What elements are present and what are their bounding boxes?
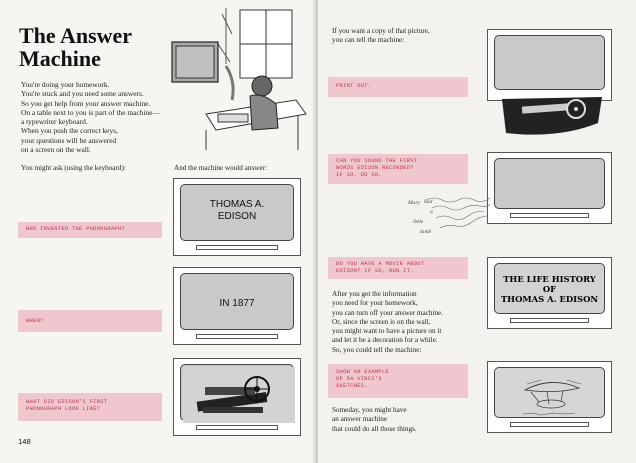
page-number: 148	[18, 437, 31, 446]
question-box	[18, 222, 162, 238]
printer-slot	[196, 425, 278, 430]
question-line: WHO INVENTED THE PHONOGRAPH?	[26, 226, 125, 232]
intro-line: You're doing your homework.	[21, 80, 110, 89]
printer-slot	[196, 334, 278, 339]
movie-title-line: THE LIFE HISTORY	[503, 274, 596, 284]
command-box	[328, 364, 468, 398]
copy-paragraph	[332, 27, 430, 46]
after-line: and let it be a decoration for a while.	[332, 336, 438, 345]
after-line: you need for your homework,	[332, 299, 418, 308]
question-line: WHAT DID EDISON'S FIRST	[26, 399, 108, 405]
after-line: you can turn off your answer machine.	[332, 308, 444, 317]
command-line: OF DA VINCI'S	[336, 376, 382, 382]
command-line: SKETCHES.	[336, 383, 368, 389]
screen-display	[180, 184, 294, 241]
command-line: EDISON? IF SO, RUN IT.	[336, 268, 414, 274]
copy-line: If you want a copy of that picture,	[332, 27, 430, 35]
command-box	[328, 154, 468, 184]
sound-word: little	[413, 219, 424, 225]
screen-display	[494, 367, 605, 418]
intro-line: a typewriter keyboard.	[21, 117, 88, 127]
answer-screen	[487, 29, 612, 101]
command-line: SHOW AN EXAMPLE	[336, 369, 390, 375]
intro-line: your questions will be answered	[21, 135, 117, 145]
movie-title-line: OF	[542, 284, 557, 294]
after-line: Or, since the screen is on the wall,	[332, 317, 431, 326]
command-line: PRINT OUT.	[336, 83, 372, 89]
answer-screen	[487, 257, 612, 329]
da-vinci-sketch	[497, 370, 606, 420]
closing-line: Someday, you might have	[332, 406, 407, 414]
page-title	[19, 24, 132, 70]
answer-screen	[173, 178, 301, 256]
answer-screen	[173, 358, 301, 436]
answer-text	[181, 199, 293, 223]
command-box	[328, 257, 468, 279]
copy-line: you can tell the machine:	[332, 36, 405, 45]
movie-title	[495, 274, 604, 304]
printer-slot	[510, 213, 589, 218]
after-paragraph	[332, 290, 443, 355]
closing-paragraph	[332, 406, 417, 434]
answer-line: IN 1877	[219, 298, 255, 309]
screen-display	[494, 158, 605, 209]
printer-slot	[510, 318, 589, 323]
command-line: WORDS EDISON RECORDED?	[336, 165, 414, 171]
left-page	[0, 0, 316, 463]
screen-display	[180, 273, 294, 330]
after-line: So, you could tell the machine:	[332, 345, 422, 354]
screen-display	[180, 364, 294, 421]
answer-text	[181, 298, 293, 310]
closing-line: an answer machine	[332, 415, 388, 424]
question-line: WHEN?	[26, 318, 44, 324]
intro-line: When you push the correct keys,	[21, 126, 118, 136]
printout-paper	[498, 93, 608, 141]
command-line: DO YOU HAVE A MOVIE ABOUT	[336, 261, 425, 267]
title-line-2: Machine	[19, 46, 101, 71]
intro-line: On a table next to you is part of the machine—	[21, 107, 160, 117]
screen-display	[494, 35, 605, 90]
question-line: PHONOGRAPH LOOK LIKE?	[26, 406, 101, 412]
closing-line: that could do all those things.	[332, 424, 417, 433]
ask-label: You might ask (using the keyboard):	[21, 164, 126, 172]
intro-line: on a screen on the wall.	[21, 145, 91, 155]
command-box	[328, 77, 468, 97]
answer-screen	[173, 267, 301, 345]
title-line-1: The Answer	[19, 23, 133, 48]
printer-slot	[510, 422, 589, 427]
movie-title-line: THOMAS A. EDISON	[500, 294, 599, 304]
question-box	[18, 393, 162, 421]
answer-label: And the machine would answer:	[174, 164, 268, 172]
after-line: you might want to have a picture on it	[332, 327, 442, 336]
printer-slot	[196, 245, 278, 250]
after-line: After you get the information	[332, 290, 417, 298]
answer-line: EDISON	[217, 211, 257, 222]
sound-word: Mary	[408, 200, 421, 206]
right-page	[318, 0, 636, 463]
question-box	[18, 310, 162, 332]
screen-display	[494, 263, 605, 314]
command-line: IF SO, DO SO.	[336, 172, 382, 178]
phonograph-image	[183, 367, 295, 423]
answer-screen	[487, 361, 612, 433]
command-line: CAN YOU SOUND THE FIRST	[336, 158, 418, 164]
intro-paragraph	[21, 80, 206, 154]
sound-word: a	[430, 209, 433, 215]
intro-line: So you get help from your answer machine.	[21, 98, 151, 108]
intro-line: You're stuck and you need some answers.	[21, 89, 144, 99]
sound-word: had	[424, 199, 433, 205]
answer-screen	[487, 152, 612, 224]
sound-word: lamb	[420, 229, 432, 235]
sound-wave-lines	[424, 192, 490, 236]
answer-line: THOMAS A.	[209, 199, 265, 210]
